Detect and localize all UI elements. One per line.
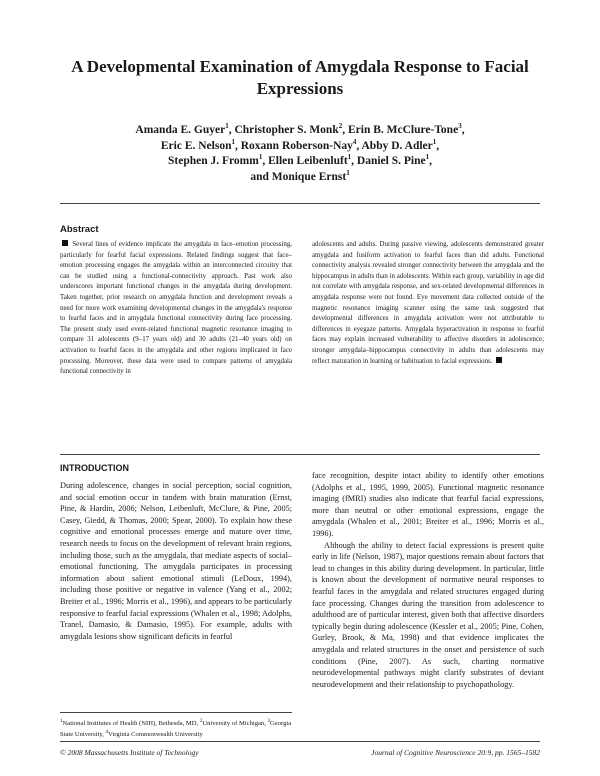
footnote-mark: 1 xyxy=(60,719,63,724)
end-marker-icon xyxy=(496,357,502,363)
author-affiliation: 3 xyxy=(458,122,462,131)
author-affiliation: 2 xyxy=(338,122,343,131)
author-affiliation: 1 xyxy=(432,137,437,146)
paragraph: face recognition, despite intact ability to identify other emotions (Adolphs et al., 1995, 1999, 2005). Functional magnetic resonance imaging (fMRI) studies also indicate that fearful facial expressions, more than neutral or other emotional expressions, engage the amygdala (Whalen et al., 2001; Breiter et al., 1996; Morris et al., 1996). xyxy=(312,471,544,538)
body-column-right xyxy=(312,470,544,690)
footnote-mark: 3 xyxy=(267,719,271,724)
author: Daniel S. Pine xyxy=(356,155,426,167)
author: Amanda E. Guyer xyxy=(135,124,226,136)
author-affiliation: 1 xyxy=(347,153,352,162)
journal-citation: Journal of Cognitive Neuroscience 20:9, pp. 1565–1582 xyxy=(371,748,540,757)
author-affiliation: 1 xyxy=(425,153,430,162)
footnote-mark: 4 xyxy=(105,729,109,735)
author: Abby D. Adler xyxy=(361,139,433,152)
affiliation: University of Michigan, xyxy=(202,720,268,728)
author-affiliation: 1 xyxy=(258,153,263,162)
author: Ellen Leibenluft xyxy=(268,155,348,167)
abstract-column-right xyxy=(312,240,544,367)
affiliations-footnote xyxy=(60,718,292,740)
author-joiner: and xyxy=(250,170,269,183)
paragraph: Although the ability to detect facial expressions is present quite early in life (Nelson, 1987), major questions remain about factors that lead to changes in this ability during development. In particular, little is known about the development of normative neural responses to fearful faces in the amygdala and related structures engaged during face processing. Changes during the transition from adolescence to adulthood are of particular interest, given both that affective disorders typically begin during adolescence (Kessler et al., 2005; Pine, Cohen, Gurley, Brook, & Ma, 1998) and that evidence implicates the amygdala and related structures in the onset and persistence of such conditions (Pine, 2007). As such, charting normative neurodevelopmental pathways might clarify substrates of deviant neurodevelopment and their relationship to psychopathology. xyxy=(312,540,544,689)
affiliation: Georgia State University, xyxy=(60,720,292,739)
copyright-notice: © 2008 Massachusetts Institute of Technology xyxy=(60,748,199,757)
author: Monique Ernst xyxy=(271,170,347,183)
body-column-left: During adolescence, changes in social perception, social cognition, and social emotion occur in tandem with brain maturation (Ernst, Pine, & Hardin, 2006; Nelson, Leibenluft, McClure, & Pine, 2005; Casey, Giedd, & Thomas, 2000; Spear, 2000). To explain how these cognitive and emotional processes emerge and mature over time, research needs to focus on the development of relevant brain regions, including those, such as the amygdala, that mediate aspects of social–emotional functioning. The amygdala participates in processing information about salient emotional stimuli (LeDoux, 1994), including those positive or negative in valence (Yang et al., 2002; Breiter et al., 1996; Morris et al., 1996), and appears to be particularly responsive to fearful facial expressions (Whalen et al., 1998; Adolphs, Tranel, Damasio, & Damasio, 1995). For example, adults with amygdala lesions show significant deficits in fearful xyxy=(60,481,292,641)
footnote-mark: 2 xyxy=(199,719,203,724)
author: Roxann Roberson-Nay xyxy=(240,139,353,152)
abstract-heading: Abstract xyxy=(60,224,99,235)
abstract-text: adolescents and adults. During passive viewing, adolescents demonstrated greater amygdala and fusiform activation to fearful faces than did adults. Functional connectivity analysis revealed stronger connectivity between the amygdala and the hippocampus in adults than in adolescents. Within each group, variability in age did not correlate with amygdala response, and sex-related developmental differences in amygdala response were not found. Eye movement data collected outside of the magnetic resonance imaging scanner using the same task suggested that developmental differences in amygdala activation were not attributable to differences in eyegaze patterns. Amygdala hyperactivation in response to fearful faces may explain increased vulnerability to affective disorders in adolescence; stronger amygdala–hippocampus connectivity in adults than adolescents may reflect maturation in learning or habituation to facial expressions. xyxy=(312,241,544,365)
author-affiliation: 1 xyxy=(231,137,235,146)
author: Eric E. Nelson xyxy=(160,139,232,152)
author-list: Amanda E. Guyer$^1$, Christopher S. Monk$^2$, Erin B. McClure-Tone$^3$, Eric E. Nelson$^1$, Roxann Roberson-Nay$^4$, Abby D. Adler$^1$, Stephen J. Fromm$^1$, Ellen Leibenluft$^1$, Daniel S. Pine$^1$, and Monique Ernst$^1$ xyxy=(135,122,465,183)
author: Stephen J. Fromm xyxy=(168,155,259,167)
paper-title: A Developmental Examination of Amygdala Response to Facial Expressions xyxy=(71,57,529,98)
abstract-column-left xyxy=(60,240,292,378)
affiliation: National Institutes of Health (NIH), Bethesda, MD, xyxy=(62,720,200,728)
author-affiliation: 4 xyxy=(352,137,357,146)
affiliation: Virginia Commonwealth University xyxy=(108,731,203,739)
section-marker-icon xyxy=(62,240,68,246)
section-heading-introduction: INTRODUCTION xyxy=(60,463,129,473)
author-affiliation: 1 xyxy=(346,168,350,177)
footnote-divider xyxy=(60,712,292,713)
abstract-text: Several lines of evidence implicate the amygdala in face–emotion processing, particularly for fearful facial expressions. Related findings suggest that face–emotion processing engages the amygdala within an interconnected circuitry that can be studied using a functional-connectivity approach. Past work also underscores important functional changes in the amygdala during development. Taken together, prior research on amygdala function and development reveals a need for more work examining developmental changes in the amygdala's response to fearful faces and in amygdala functional connectivity during face processing. The present study used event-related functional magnetic resonance imaging to compare 31 adolescents (9–17 years old) and 30 adults (21–40 years old) on activation to fearful faces in the amygdala and other regions implicated in face processing. Moreover, these data were used to compare patterns of amygdala functional connectivity in xyxy=(60,241,292,376)
divider xyxy=(60,741,540,742)
divider xyxy=(60,454,540,455)
author-affiliation: 1 xyxy=(225,122,229,131)
author: Christopher S. Monk xyxy=(234,124,339,136)
author: Erin B. McClure-Tone xyxy=(347,124,459,136)
divider xyxy=(60,203,540,204)
